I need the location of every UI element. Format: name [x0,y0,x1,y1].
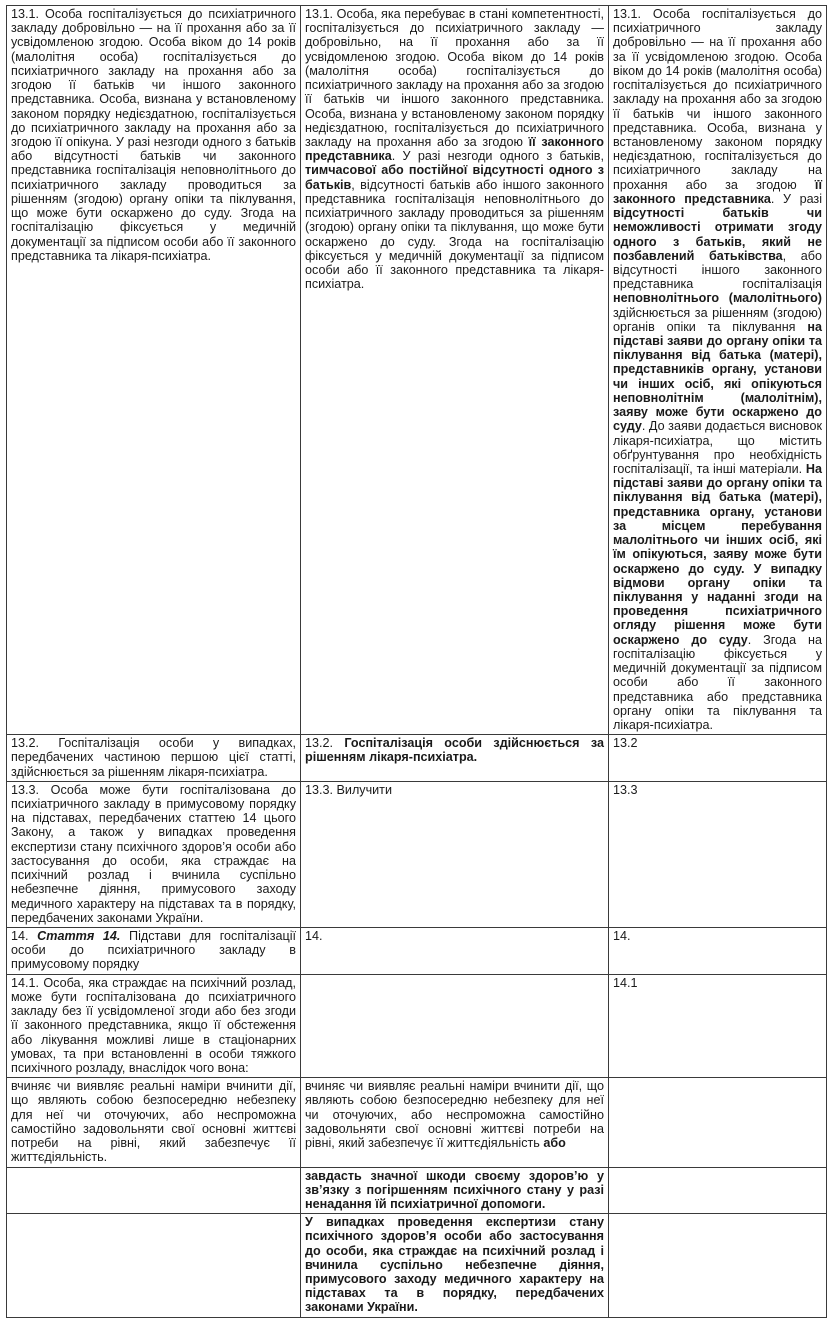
cell-text: Підстави для госпіталізації особи до психіатричного закладу в примусовому порядку [11,929,296,972]
cell-text: 13.1. Особа, яка перебуває в стані компетентності, госпіталізується до психіатричного закладу — добровільно, на її прохання або за її усвідомленою згодою. Особа віком до 14 років (малолітня особа) госпіталізується до психіатричного закладу на прохання або за згодою її батьків чи іншого законного представника. Особа, визнана у встановленому законом порядку недієздатною, госпіталізується до психіатричного закладу на прохання або за згодою [305,7,604,149]
table-row [7,928,827,975]
table-row [7,735,827,782]
cell-text: 13.1. Особа госпіталізується до психіатричного закладу добровільно — на її прохання або за її усвідомленою згодою. Особа віком до 14 років (малолітня особа) госпіталізується до психіатричного закладу на прохання або за згодою її батьків чи іншого законного представника. Особа, визнана у встановленому законом порядку недієздатною, госпіталізується до психіатричного закладу на прохання або за згодою [613,7,822,192]
cell-current-13-1 [7,6,301,735]
cell-text: , відсутності батьків або іншого законного представника госпіталізація неповнолітнього до психіатричного закладу проводиться за рішенням (згодою) органу опіки та піклування, що може бути оскаржено до суду. Згода на госпіталізацію фіксується у медичній документації за підписом особи або її законного представника та лікаря-психіатра. [305,177,604,292]
cell-alternative-14 [609,928,827,975]
table-row [7,6,827,735]
cell-current-13-2 [7,735,301,782]
amendment-text: тимчасової або постійної відсутності одного з батьків [305,163,604,192]
cell-text: 13.3. Особа може бути госпіталізована до психіатричного закладу в примусовому порядку на підставах, передбачених статтею 14 цього Закону, а також у випадках проведення експертизи стану психічного здоров’я особи або застосування до особи, яка страждає на психічний розлад і вчинила суспільно небезпечне діяння, примусового заходу медичного характеру на підставах та в порядку, передбачених законами України. [11,782,296,925]
cell-alternative-14-1 [609,974,827,1078]
cell-alternative-13-3 [609,781,827,927]
amendment-text: завдасть значної шкоди своєму здоров’ю у зв’язку з погіршенням психічного стану у разі ненадання їй психіатричної допомоги. [305,1168,604,1211]
cell-proposed-14-1 [301,974,609,1078]
table-row [7,1214,827,1318]
cell-proposed-13-3 [301,781,609,927]
cell-text: 13.2. [305,736,345,751]
table-row [7,781,827,927]
cell-current-14-1 [7,974,301,1078]
amendment-text: У випадках проведення експертизи стану психічного здоров’я особи або застосування до особи, яка страждає на психічний розлад і вчинила суспільно небезпечне діяння, примусового заходу медичного характеру на підставах та в порядку, передбачених законами України. [305,1215,604,1315]
cell-alternative-empty [609,1214,827,1318]
amendment-text: на підставі заяви до органу опіки та піклування від батька (матері), представників органу, установи чи інших осіб, які опікуються неповнолітнім (малолітнім), заяву може бути оскаржено до суду [613,319,822,434]
amendment-text: Госпіталізація особи здійснюється за рішенням лікаря-психіатра. [305,736,604,765]
cell-alternative-13-1 [609,6,827,735]
article-heading: Стаття 14. [37,929,121,943]
cell-text: 14. [11,929,38,943]
cell-proposed-13-1 [301,6,609,735]
cell-text: 14. [305,929,323,943]
cell-text: 13.2. Госпіталізація особи у випадках, передбачених частиною першою цієї статті, здійснюється за рішенням лікаря-психіатра. [11,736,296,779]
cell-proposed-14-1-continued [301,1078,609,1167]
table-row [7,1078,827,1167]
cell-text: 13.2 [613,736,638,751]
cell-text: 13.3 [613,782,638,797]
comparison-table [6,5,827,1318]
cell-proposed-13-2 [301,735,609,782]
cell-text: . Згода на госпіталізацію фіксується у медичній документації за підписом особи або її законного представника або представника органу опіки та піклування та лікаря-психіатра. [613,632,822,732]
amendment-text: її законного представника [613,177,822,206]
cell-text: 14. [613,929,631,943]
cell-text: 13.3. Вилучити [305,782,392,797]
cell-proposed-added-expertise [301,1214,609,1318]
amendment-text: її законного представника [305,134,604,164]
amendment-text: або [543,1136,566,1151]
cell-current-14-1-continued [7,1078,301,1167]
cell-current-13-3 [7,781,301,927]
cell-current-empty [7,1214,301,1318]
cell-current-empty [7,1167,301,1214]
cell-text: 13.1. Особа госпіталізується до психіатричного закладу добровільно — на її прохання або за її усвідомленою згодою. Особа віком до 14 років (малолітня особа) госпіталізується до психіатричного закладу на прохання або за згодою її батьків чи іншого законного представника. Особа, визнана у встановленому законом порядку недієздатною, госпіталізується до психіатричного закладу на прохання або за згодою її опікуна. У разі незгоди одного з батьків або відсутності батьків чи законного представника госпіталізація неповнолітнього до психіатричного закладу проводиться за рішенням (згодою) органу опіки та піклування, що може бути оскаржено до суду. Згода на госпіталізацію фіксується у медичній документації за підписом особи або її законного представника та лікаря-психіатра. [11,7,296,263]
cell-text: 14.1. Особа, яка страждає на психічний розлад, може бути госпіталізована до психіатричного закладу без її усвідомленої згоди або без згоди її законного представника, якщо її обстеження або лікування можливі лише в стаціонарних умовах, та при встановленні в особи тяжкого психічного розладу, внаслідок чого вона: [11,975,296,1075]
cell-alternative-empty [609,1167,827,1214]
table-row [7,974,827,1078]
cell-text: . У разі незгоди одного з батьків, [391,149,604,164]
amendment-text: На підставі заяви до органу опіки та піклування від батька (матері), представника органу, установи за місцем перебування малолітнього чи інших осіб, які їм опікуються, заяву може бути оскаржено до суду. У випадку відмови органу опіки та піклування у наданні згоди на проведення психіатричного огляду рішення може бути оскаржено до суду [613,462,822,647]
cell-text: . До заяви додається висновок лікаря-психіатра, що містить обґрунтування про необхідність госпіталізації, та інші матеріали. [613,419,822,476]
cell-current-14 [7,928,301,975]
cell-text: вчиняє чи виявляє реальні наміри вчинити дії, що являють собою безпосередню небезпеку для неї чи оточуючих, або неспроможна самостійно задовольняти свої основні життєві потреби на рівні, який забезпечує її життєдіяльність [305,1079,604,1151]
cell-text: , або відсутності іншого законного представника госпіталізація [613,248,822,292]
cell-text: . У разі [770,191,823,206]
cell-proposed-14 [301,928,609,975]
table-row [7,1167,827,1214]
amendment-text: відсутності батьків чи неможливості отримати згоду одного з батьків, який не позбавлений батьківства [613,206,822,263]
cell-alternative-13-2 [609,735,827,782]
cell-text: здійснюється за рішенням (згодою) органів опіки та піклування [613,305,822,334]
cell-text: 14.1 [613,975,638,990]
amendment-text: неповнолітнього (малолітнього) [613,291,822,306]
cell-text: вчиняє чи виявляє реальні наміри вчинити дії, що являють собою безпосередню небезпеку для неї чи оточуючих, або неспроможна самостійно задовольняти свої основні життєві потреби на рівні, який забезпечує її життєдіяльність. [11,1079,296,1165]
cell-proposed-added-harm [301,1167,609,1214]
cell-alternative-14-1-continued [609,1078,827,1167]
